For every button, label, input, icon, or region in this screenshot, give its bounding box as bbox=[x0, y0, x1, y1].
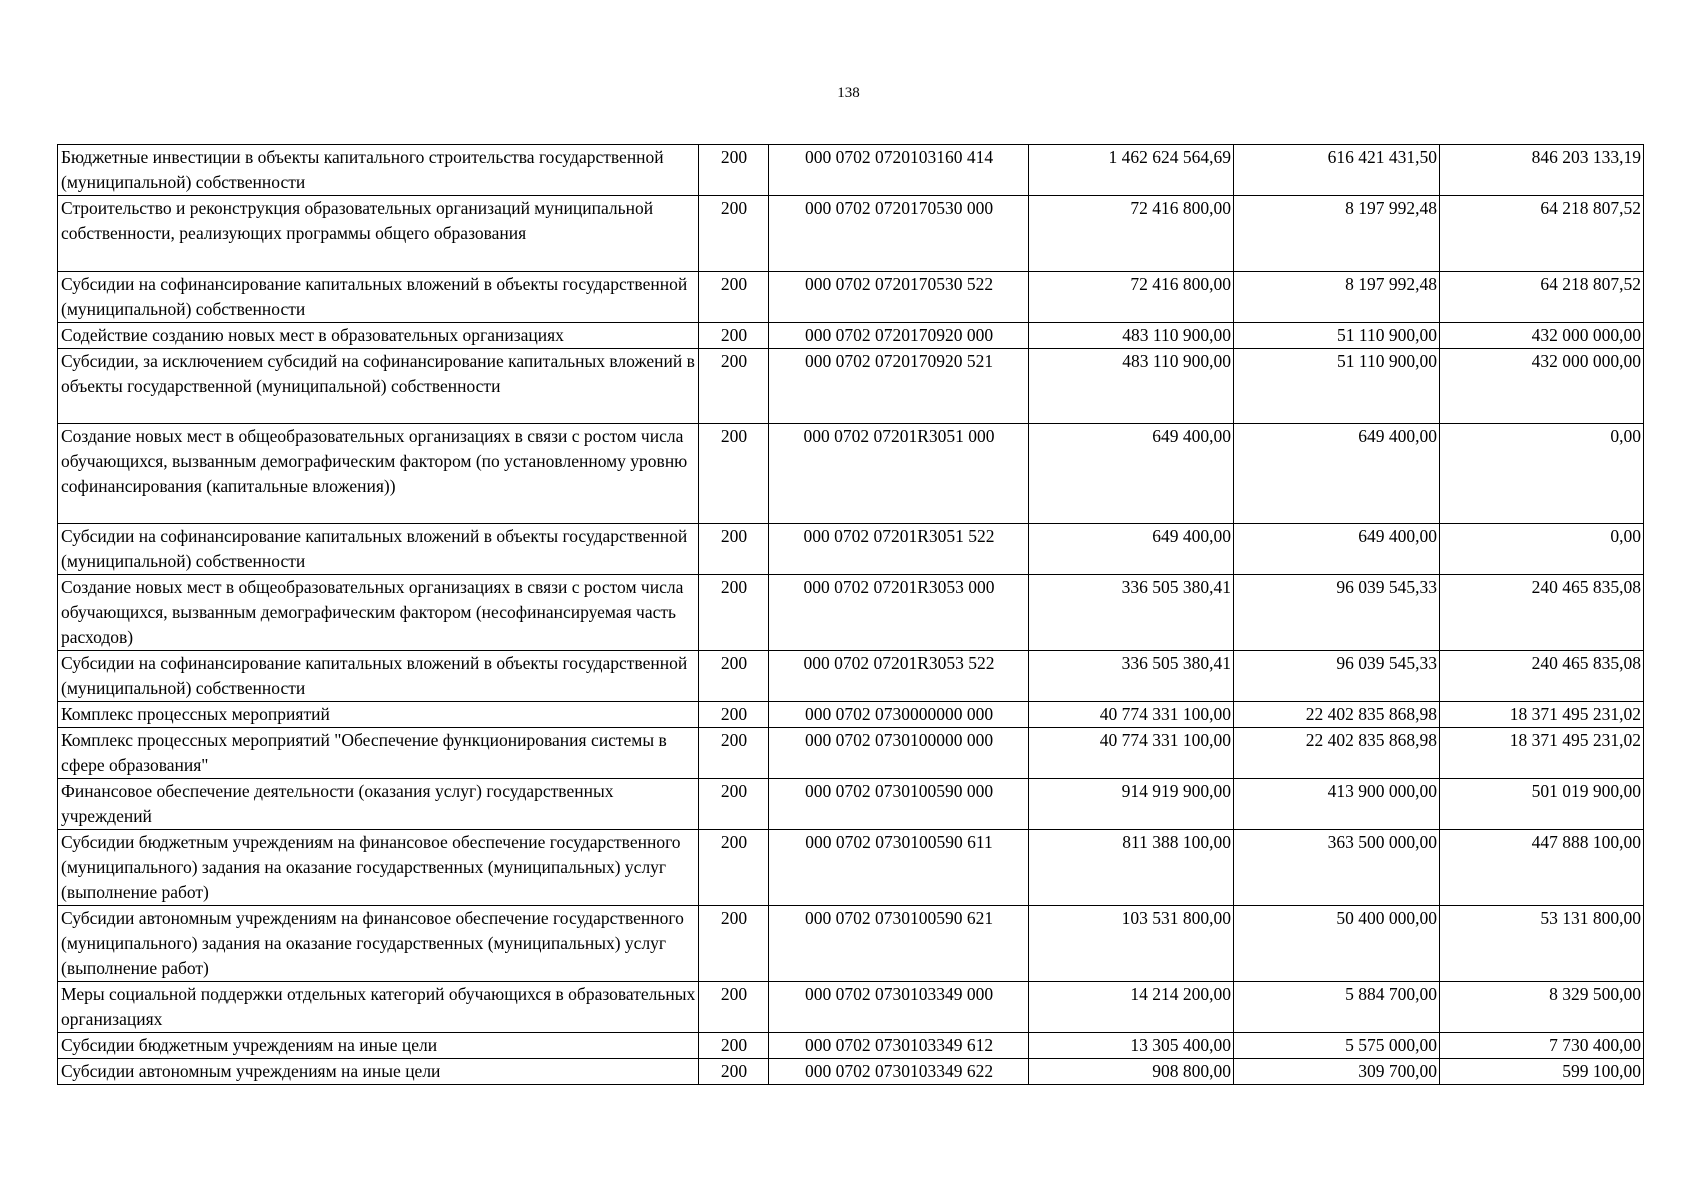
row-code-cell: 200 bbox=[699, 349, 769, 424]
row-unexecuted-cell: 240 465 835,08 bbox=[1440, 575, 1644, 651]
row-name-cell: Субсидии бюджетным учреждениям на иные цели bbox=[58, 1033, 699, 1059]
row-unexecuted-cell: 432 000 000,00 bbox=[1440, 323, 1644, 349]
table-row bbox=[58, 779, 1644, 830]
row-approved-cell: 72 416 800,00 bbox=[1029, 196, 1234, 272]
row-approved-cell: 40 774 331 100,00 bbox=[1029, 728, 1234, 779]
row-executed-cell: 51 110 900,00 bbox=[1234, 323, 1440, 349]
table-row bbox=[58, 1033, 1644, 1059]
row-classification-cell: 000 0702 0730103349 000 bbox=[769, 982, 1029, 1033]
row-code-cell: 200 bbox=[699, 1033, 769, 1059]
table-row bbox=[58, 145, 1644, 196]
row-approved-cell: 336 505 380,41 bbox=[1029, 651, 1234, 702]
row-classification-cell: 000 0702 07201R3053 522 bbox=[769, 651, 1029, 702]
row-code-cell: 200 bbox=[699, 779, 769, 830]
row-unexecuted-cell: 64 218 807,52 bbox=[1440, 272, 1644, 323]
table-row bbox=[58, 702, 1644, 728]
row-code-cell: 200 bbox=[699, 728, 769, 779]
table-body bbox=[58, 145, 1644, 1085]
table-row bbox=[58, 728, 1644, 779]
row-classification-cell: 000 0702 0730103349 612 bbox=[769, 1033, 1029, 1059]
row-approved-cell: 40 774 331 100,00 bbox=[1029, 702, 1234, 728]
row-unexecuted-cell: 447 888 100,00 bbox=[1440, 830, 1644, 906]
table-row bbox=[58, 830, 1644, 906]
row-classification-cell: 000 0702 0730000000 000 bbox=[769, 702, 1029, 728]
row-classification-cell: 000 0702 0720170920 521 bbox=[769, 349, 1029, 424]
table-row bbox=[58, 424, 1644, 524]
row-name-cell: Субсидии на софинансирование капитальных вложений в объекты государственной (муниципальной) собственности bbox=[58, 524, 699, 575]
budget-execution-table bbox=[57, 144, 1644, 1085]
row-unexecuted-cell: 240 465 835,08 bbox=[1440, 651, 1644, 702]
row-name-cell: Строительство и реконструкция образовательных организаций муниципальной собственности, реализующих программы общего образования bbox=[58, 196, 699, 272]
row-classification-cell: 000 0702 07201R3053 000 bbox=[769, 575, 1029, 651]
row-name-cell: Финансовое обеспечение деятельности (оказания услуг) государственных учреждений bbox=[58, 779, 699, 830]
row-classification-cell: 000 0702 0730100000 000 bbox=[769, 728, 1029, 779]
row-unexecuted-cell: 18 371 495 231,02 bbox=[1440, 702, 1644, 728]
row-code-cell: 200 bbox=[699, 424, 769, 524]
row-code-cell: 200 bbox=[699, 702, 769, 728]
row-unexecuted-cell: 64 218 807,52 bbox=[1440, 196, 1644, 272]
row-approved-cell: 13 305 400,00 bbox=[1029, 1033, 1234, 1059]
row-executed-cell: 22 402 835 868,98 bbox=[1234, 702, 1440, 728]
table-row bbox=[58, 323, 1644, 349]
row-name-cell: Создание новых мест в общеобразовательных организациях в связи с ростом числа обучающихся, вызванным демографическим фактором (несофинансируемая часть расходов) bbox=[58, 575, 699, 651]
row-name-cell: Субсидии, за исключением субсидий на софинансирование капитальных вложений в объекты государственной (муниципальной) собственности bbox=[58, 349, 699, 424]
row-name-cell: Субсидии бюджетным учреждениям на финансовое обеспечение государственного (муниципального) задания на оказание государственных (муниципальных) услуг (выполнение работ) bbox=[58, 830, 699, 906]
row-executed-cell: 363 500 000,00 bbox=[1234, 830, 1440, 906]
row-classification-cell: 000 0702 0730100590 611 bbox=[769, 830, 1029, 906]
table-row bbox=[58, 575, 1644, 651]
row-classification-cell: 000 0702 0730100590 000 bbox=[769, 779, 1029, 830]
row-classification-cell: 000 0702 0720170920 000 bbox=[769, 323, 1029, 349]
row-name-cell: Субсидии автономным учреждениям на финансовое обеспечение государственного (муниципального) задания на оказание государственных (муниципальных) услуг (выполнение работ) bbox=[58, 906, 699, 982]
row-approved-cell: 811 388 100,00 bbox=[1029, 830, 1234, 906]
table-row bbox=[58, 982, 1644, 1033]
row-code-cell: 200 bbox=[699, 982, 769, 1033]
row-code-cell: 200 bbox=[699, 651, 769, 702]
row-code-cell: 200 bbox=[699, 830, 769, 906]
table-row bbox=[58, 349, 1644, 424]
row-code-cell: 200 bbox=[699, 272, 769, 323]
row-approved-cell: 908 800,00 bbox=[1029, 1059, 1234, 1085]
row-unexecuted-cell: 53 131 800,00 bbox=[1440, 906, 1644, 982]
row-approved-cell: 1 462 624 564,69 bbox=[1029, 145, 1234, 196]
row-approved-cell: 914 919 900,00 bbox=[1029, 779, 1234, 830]
row-name-cell: Содействие созданию новых мест в образовательных организациях bbox=[58, 323, 699, 349]
row-executed-cell: 309 700,00 bbox=[1234, 1059, 1440, 1085]
row-executed-cell: 96 039 545,33 bbox=[1234, 651, 1440, 702]
row-executed-cell: 22 402 835 868,98 bbox=[1234, 728, 1440, 779]
row-executed-cell: 649 400,00 bbox=[1234, 424, 1440, 524]
row-name-cell: Комплекс процессных мероприятий "Обеспечение функционирования системы в сфере образования" bbox=[58, 728, 699, 779]
row-name-cell: Субсидии автономным учреждениям на иные цели bbox=[58, 1059, 699, 1085]
row-classification-cell: 000 0702 0720170530 000 bbox=[769, 196, 1029, 272]
row-unexecuted-cell: 599 100,00 bbox=[1440, 1059, 1644, 1085]
row-approved-cell: 483 110 900,00 bbox=[1029, 323, 1234, 349]
row-name-cell: Создание новых мест в общеобразовательных организациях в связи с ростом числа обучающихся, вызванным демографическим фактором (по установленному уровню софинансирования (капитальные вложения)) bbox=[58, 424, 699, 524]
table-row bbox=[58, 651, 1644, 702]
table-row bbox=[58, 196, 1644, 272]
table-row bbox=[58, 524, 1644, 575]
row-executed-cell: 51 110 900,00 bbox=[1234, 349, 1440, 424]
row-approved-cell: 483 110 900,00 bbox=[1029, 349, 1234, 424]
row-unexecuted-cell: 0,00 bbox=[1440, 524, 1644, 575]
page-number: 138 bbox=[837, 85, 860, 101]
table-row bbox=[58, 1059, 1644, 1085]
row-approved-cell: 649 400,00 bbox=[1029, 524, 1234, 575]
row-executed-cell: 8 197 992,48 bbox=[1234, 196, 1440, 272]
row-classification-cell: 000 0702 0730103349 622 bbox=[769, 1059, 1029, 1085]
row-unexecuted-cell: 0,00 bbox=[1440, 424, 1644, 524]
row-classification-cell: 000 0702 0720170530 522 bbox=[769, 272, 1029, 323]
row-executed-cell: 5 575 000,00 bbox=[1234, 1033, 1440, 1059]
row-unexecuted-cell: 8 329 500,00 bbox=[1440, 982, 1644, 1033]
row-approved-cell: 14 214 200,00 bbox=[1029, 982, 1234, 1033]
row-name-cell: Комплекс процессных мероприятий bbox=[58, 702, 699, 728]
table-row bbox=[58, 906, 1644, 982]
row-executed-cell: 616 421 431,50 bbox=[1234, 145, 1440, 196]
row-classification-cell: 000 0702 0730100590 621 bbox=[769, 906, 1029, 982]
row-code-cell: 200 bbox=[699, 575, 769, 651]
row-classification-cell: 000 0702 07201R3051 522 bbox=[769, 524, 1029, 575]
row-unexecuted-cell: 18 371 495 231,02 bbox=[1440, 728, 1644, 779]
row-code-cell: 200 bbox=[699, 906, 769, 982]
row-name-cell: Бюджетные инвестиции в объекты капитального строительства государственной (муниципальной) собственности bbox=[58, 145, 699, 196]
row-executed-cell: 649 400,00 bbox=[1234, 524, 1440, 575]
row-classification-cell: 000 0702 0720103160 414 bbox=[769, 145, 1029, 196]
row-name-cell: Субсидии на софинансирование капитальных вложений в объекты государственной (муниципальной) собственности bbox=[58, 272, 699, 323]
row-executed-cell: 8 197 992,48 bbox=[1234, 272, 1440, 323]
row-executed-cell: 50 400 000,00 bbox=[1234, 906, 1440, 982]
row-approved-cell: 72 416 800,00 bbox=[1029, 272, 1234, 323]
row-unexecuted-cell: 501 019 900,00 bbox=[1440, 779, 1644, 830]
row-name-cell: Субсидии на софинансирование капитальных вложений в объекты государственной (муниципальной) собственности bbox=[58, 651, 699, 702]
row-name-cell: Меры социальной поддержки отдельных категорий обучающихся в образовательных организациях bbox=[58, 982, 699, 1033]
row-code-cell: 200 bbox=[699, 145, 769, 196]
row-approved-cell: 103 531 800,00 bbox=[1029, 906, 1234, 982]
row-code-cell: 200 bbox=[699, 524, 769, 575]
row-executed-cell: 5 884 700,00 bbox=[1234, 982, 1440, 1033]
row-executed-cell: 96 039 545,33 bbox=[1234, 575, 1440, 651]
row-classification-cell: 000 0702 07201R3051 000 bbox=[769, 424, 1029, 524]
row-executed-cell: 413 900 000,00 bbox=[1234, 779, 1440, 830]
row-approved-cell: 336 505 380,41 bbox=[1029, 575, 1234, 651]
row-unexecuted-cell: 7 730 400,00 bbox=[1440, 1033, 1644, 1059]
row-code-cell: 200 bbox=[699, 196, 769, 272]
row-approved-cell: 649 400,00 bbox=[1029, 424, 1234, 524]
row-code-cell: 200 bbox=[699, 323, 769, 349]
table-row bbox=[58, 272, 1644, 323]
row-unexecuted-cell: 846 203 133,19 bbox=[1440, 145, 1644, 196]
row-code-cell: 200 bbox=[699, 1059, 769, 1085]
row-unexecuted-cell: 432 000 000,00 bbox=[1440, 349, 1644, 424]
